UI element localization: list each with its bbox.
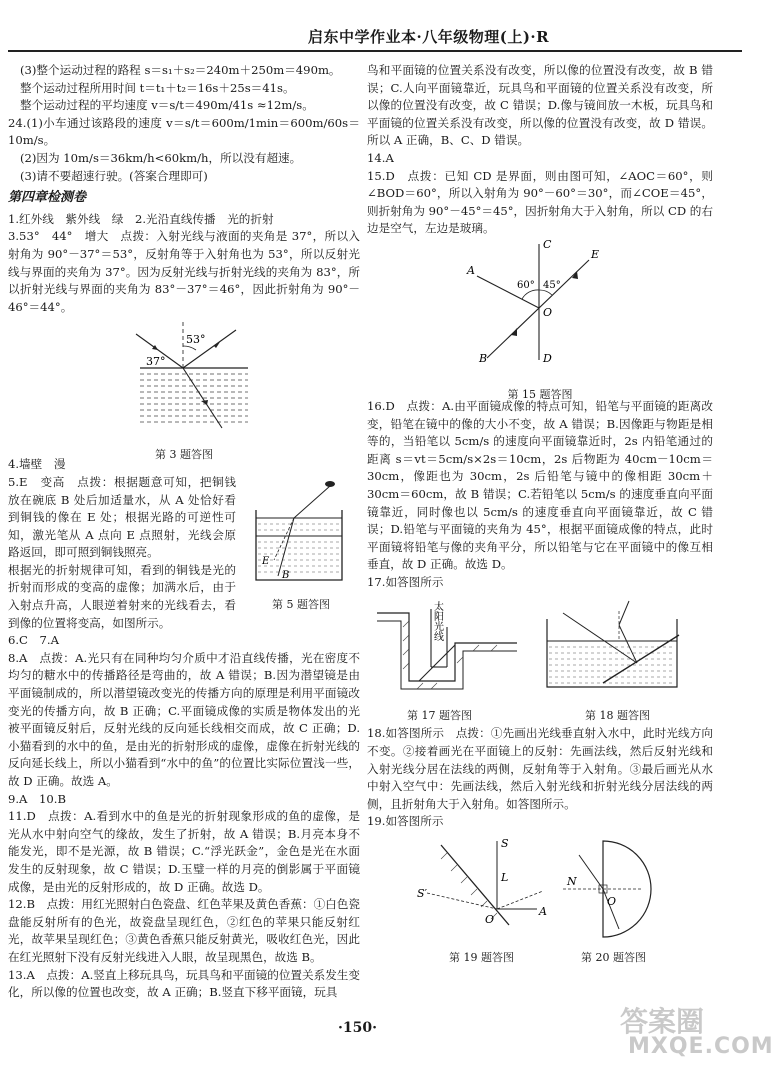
para-23-time: 整个运动过程所用时间 t＝t₁＋t₂＝16s＋25s＝41s。 (20, 80, 295, 95)
figure-3 (8, 316, 360, 461)
answer-15: 15.D 点拨：已知 CD 是界面，则由图可知，∠AOC＝60°，则∠BOD＝60°，所以入射角为 90°－60°＝30°，而∠COE＝45°，则折射角为 90°－45°＝45°，因折射角大于入射角，所以 CD 的右边是空气，左边是玻璃。 (367, 168, 713, 236)
fig15-label-O: O (543, 305, 553, 319)
right-column (367, 62, 713, 971)
fig17-sun-label: 太阳光线 (431, 601, 443, 642)
answer-6-7: 6.C 7.A (8, 633, 59, 648)
figure-19-20-diagram (367, 831, 713, 949)
para-23-speed: 整个运动过程的平均速度 v＝s/t＝490m/41s ≈12m/s。 (20, 98, 314, 113)
fig5-label-B: B (282, 569, 290, 581)
fig19-label-L: L (501, 871, 509, 885)
fig19-label-S-prime: S′ (417, 887, 428, 901)
fig19-caption: 第 19 题答图 (449, 951, 514, 965)
fig20-caption: 第 20 题答图 (581, 951, 646, 965)
answer-13-cont: 鸟和平面镜的位置关系没有改变，所以像的位置没有改变，故 B 错误；C.人向平面镜靠近，玩具鸟和平面镜的位置关系没有改变，所以像的位置没有改变，故 C 错误；D.像与镜间放一木板，玩具鸟和平面镜的位置关系没有改变，所以像的位置没有改变，故 D 错误。所以 A 正确，B、C、D 错误。 (367, 63, 713, 148)
answer-4: 4.墙壁 漫 (8, 457, 66, 472)
para-23-3: (3)整个运动过程的路程 s＝s₁＋s₂＝240m＋250m＝490m。 (20, 63, 341, 77)
answer-1-2: 1.红外线 紫外线 绿 2.光沿直线传播 光的折射 (8, 211, 274, 226)
fig19-label-S: S (501, 837, 509, 851)
para-24-1: 24.(1)小车通过该路段的速度 v＝s/t＝600m/1min＝600m/60s＝10m/s。 (8, 115, 360, 148)
fig19-label-A: A (539, 905, 547, 919)
watermark-line1: 答案圈 (620, 1005, 705, 1038)
answer-16: 16.D 点拨：A.由平面镜成像的特点可知，铅笔与平面镜的距离改变，铅笔在镜中的像的大小不变，故 A 错误；B.因像距与物距是相等的，当铅笔以 5cm/s 的速度向平面镜靠近时，2s 内铅笔通过的距离 s＝vt＝5cm/s×2s＝10cm，2s 后物距为 40cm－10cm＝30cm，像距也为 30cm，2s 后铅笔与镜中的像相距 30cm＋30cm＝60cm，故 B 错误；C.若铅笔以 5cm/s 的速度垂直向平面镜靠近，同时像也以 5cm/s 的速度垂直向平面镜靠近，故 C 错误；D.铅笔与平面镜的夹角为 45°，根据平面镜成像的特点，此时平面镜将铅笔与像的夹角平分，所以铅笔与它在平面镜中的像互相垂直，故 D 正确。故选 D。 (367, 398, 713, 572)
page-header (8, 24, 742, 52)
fig15-label-A: A (467, 263, 475, 277)
fig5-caption: 第 5 题答图 (272, 597, 330, 611)
answer-5: 5.E 变高 点拨：根据题意可知，把铜钱放在碗底 B 处后加适量水，从 A 处恰好看到铜钱的像在 E 处；根据光路的可逆性可知，激光笔从 A 点向 E 点照射，光线会原路返回，即可照到铜钱照亮。 (8, 474, 236, 560)
fig17-caption: 第 17 题答图 (407, 709, 472, 723)
answer-18: 18.如答图所示 点拨：①先画出光线垂直射入水中，此时光线方向不变。②接着画光在平面镜上的反射：先画法线，然后反射光线和入射光线分居在法线的两侧，反射角等于入射角。③最后画光从水中射入空气中：先画法线，然后入射光线和折射光线分居法线的两侧，且折射角大于入射角。如答图所示。 (367, 726, 713, 811)
fig5-label-E: E (262, 555, 270, 567)
fig15-caption: 第 15 题答图 (507, 387, 573, 401)
figure-19-20 (367, 831, 713, 971)
fig3-angle-37: 37° (146, 355, 166, 369)
fig19-label-O: O (485, 913, 495, 927)
answer-5-cont: 根据光的折射规律可知，看到的铜钱是光的折射而形成的变高的虚像；加满水后，由于入射点升高，人眼逆着射来的光线看去，看到像的位置将变高，如图所示。 (8, 562, 236, 630)
page-number: ·150· (338, 1020, 377, 1036)
figure-15-diagram (367, 238, 713, 380)
fig15-angle-45: 45° (543, 279, 561, 291)
figure-17-18 (367, 591, 713, 725)
figure-5 (242, 476, 360, 611)
answer-9-10: 9.A 10.B (8, 791, 66, 806)
figure-5-diagram (242, 476, 360, 590)
fig3-caption: 第 3 题答图 (155, 447, 213, 461)
answer-11: 11.D 点拨：A.看到水中的鱼是光的折射现象形成的鱼的虚像，是光从水中射向空气的缘故，发生了折射，故 A 错误；B.月亮本身不能发光，即不是光源，故 B 错误；C.“浮光跃金”，金色是光在水面发生的反射现象，故 C 错误；D.玉璧一样的月亮的倒影属于平面镜成像，是由光的反射形成的，故 D 正确。故选 D。 (8, 809, 360, 894)
fig20-label-O: O (607, 895, 617, 909)
answer-3: 3.53° 44° 增大 点拨：入射光线与液面的夹角是 37°，所以入射角为 90°－37°＝53°，反射角等于入射角也为 53°，所以反射光线与界面的夹角为 37°。因为反射光线与折射光线的夹角为 83°，所以折射光线与界面的夹角为 83°－37°＝46°，因此折射角为 90°－46°＝44°。 (8, 229, 360, 314)
answer-12: 12.B 点拨：用红光照射白色瓷盘、红色苹果及黄色香蕉：①白色瓷盘能反射所有的色光，故瓷盘呈现红色，②红色的苹果只能反射红光，故苹果呈现红色；③黄色香蕉只能反射黄光，吸收红色光，因此在红光照射下没有反射光线进入人眼，故呈现黑色，故选 B。 (8, 897, 360, 964)
answer-13: 13.A 点拨：A.竖直上移玩具鸟，玩具鸟和平面镜的位置关系发生变化，所以像的位置也改变，故 A 正确；B.竖直下移平面镜，玩具 (8, 967, 360, 1000)
answer-8: 8.A 点拨：A.光只有在同种均匀介质中才沿直线传播，光在密度不均匀的糖水中的传播路径是弯曲的，故 A 错误；B.因为潜望镜是由平面镜制成的，所以潜望镜改变光的传播方向的原理是利用平面镜改变光的传播方向，故 B 正确；C.平面镜成像的实质是物体发出的光被平面镜反射后，反射光线的反向延长线相交而成，故 C 正确；D.小猫看到的水中的鱼，是由光的折射形成的虚像，虚像在折射光线的反向延长线上，所以小猫看到“水中的鱼”的位置比实际位置浅一些，故 D 正确。故选 A。 (8, 650, 360, 788)
para-24-2: (2)因为 10m/s＝36km/h<60km/h，所以没有超速。 (20, 150, 302, 165)
fig15-label-B: B (479, 351, 488, 365)
para-24-3: (3)请不要超速行驶。(答案合理即可) (20, 168, 208, 183)
answer-19: 19.如答图所示 (367, 814, 444, 829)
figure-15 (367, 237, 713, 401)
fig15-label-C: C (543, 237, 552, 251)
figure-3-diagram (8, 316, 360, 440)
section-title: 第四章检测卷 (8, 190, 87, 206)
watermark (620, 1000, 774, 1064)
watermark-line2: MXQE.COM (628, 1034, 774, 1059)
header-title: 启东中学作业本·八年级物理(上)·R (308, 28, 550, 46)
fig3-angle-53: 53° (186, 333, 206, 347)
fig20-label-N: N (567, 875, 577, 889)
fig18-caption: 第 18 题答图 (585, 709, 650, 723)
fig15-label-D: D (543, 351, 552, 365)
answer-14: 14.A (367, 150, 394, 165)
fig15-label-E: E (591, 247, 600, 261)
figure-17-18-diagram (367, 591, 713, 707)
left-column (8, 62, 360, 1002)
answer-17: 17.如答图所示 (367, 574, 444, 589)
fig15-angle-60: 60° (517, 279, 535, 291)
